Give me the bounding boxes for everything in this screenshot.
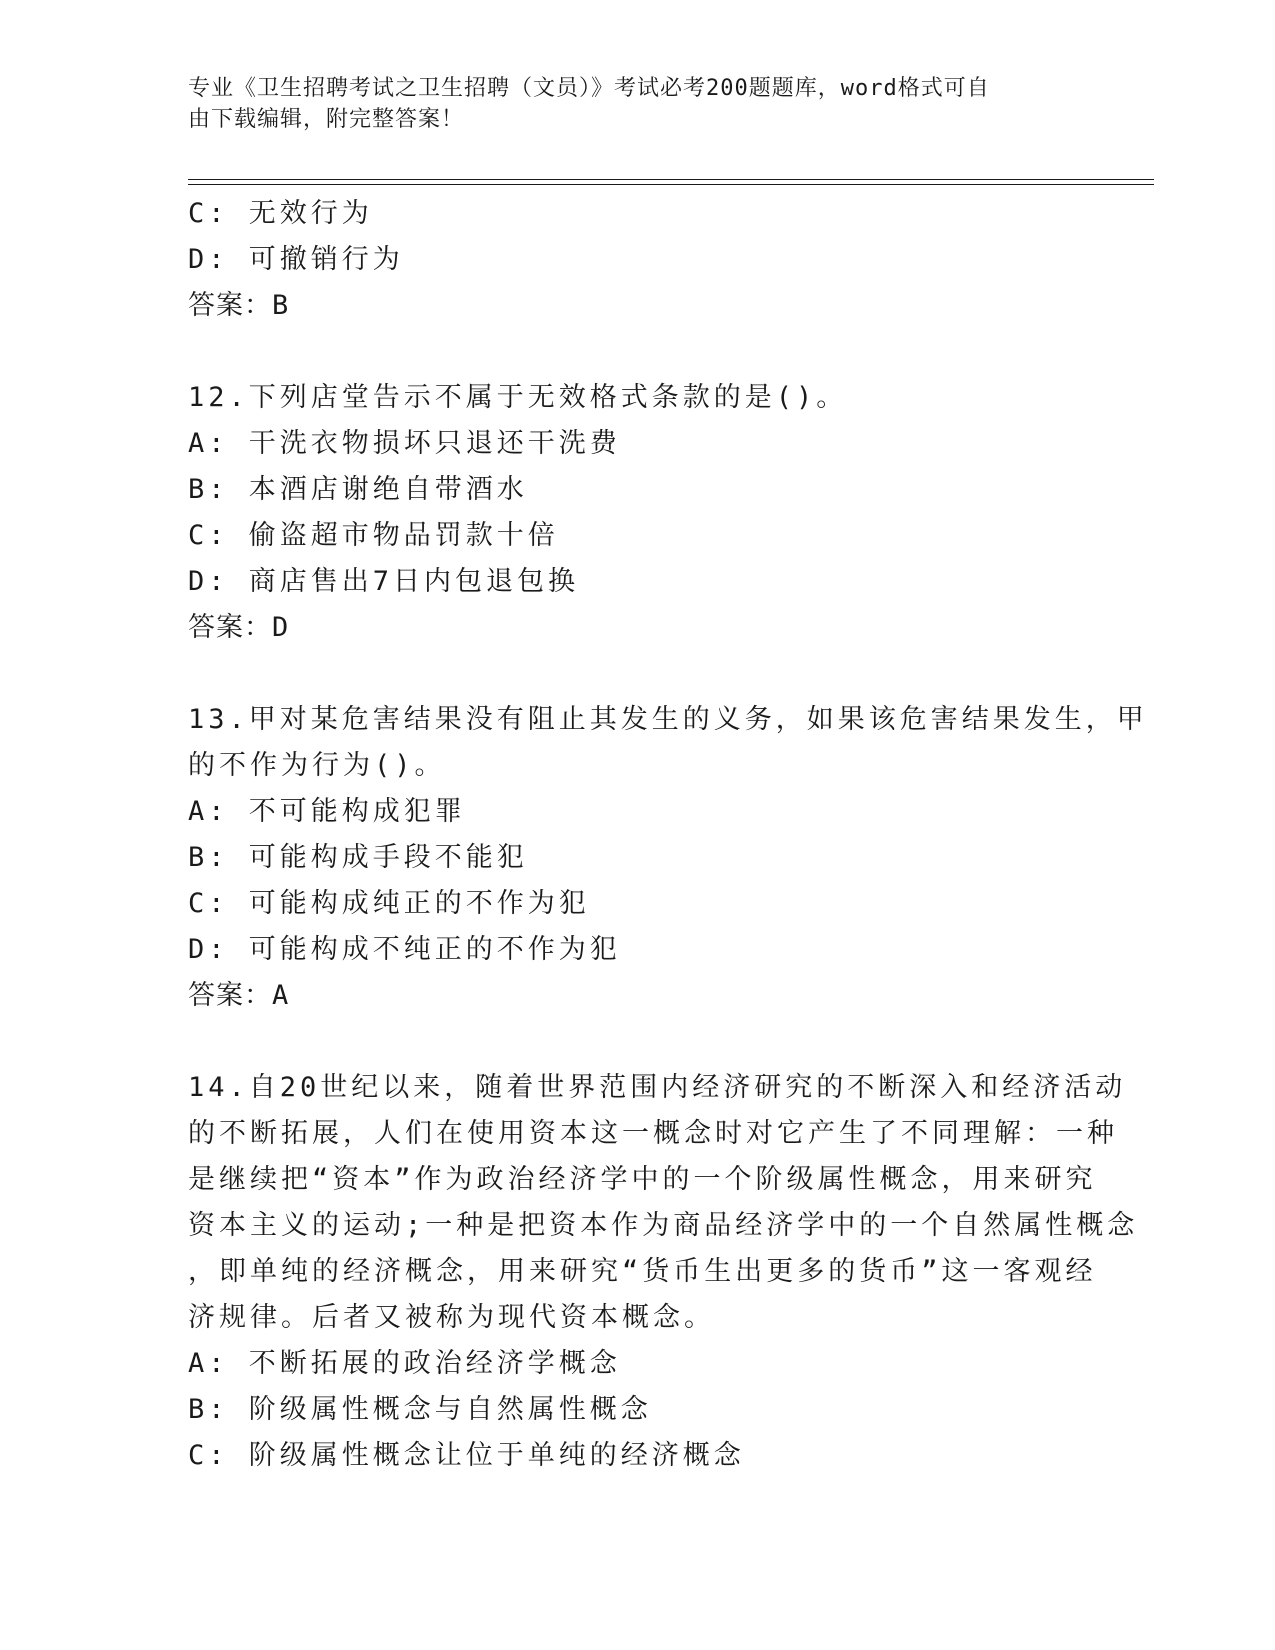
question-text-line-6: 济规律。后者又被称为现代资本概念。: [188, 1302, 715, 1333]
question-text-line-5: ，即单纯的经济概念，用来研究“货币生出更多的货币”这一客观经: [188, 1256, 1097, 1287]
prev-question: [188, 191, 1088, 329]
question-text-line-1: 13.甲对某危害结果没有阻止其发生的义务，如果该危害结果发生，甲: [188, 704, 1148, 735]
answer-line: 答案：A: [188, 980, 290, 1011]
option-b: B: 阶级属性概念与自然属性概念: [188, 1394, 652, 1425]
option-b: B: 可能构成手段不能犯: [188, 842, 528, 873]
option-a: A: 不断拓展的政治经济学概念: [188, 1348, 621, 1379]
answer-line: 答案：B: [188, 290, 290, 321]
header-title-line-2: 由下载编辑，附完整答案！: [188, 107, 465, 132]
question-text-line-4: 资本主义的运动;一种是把资本作为商品经济学中的一个自然属性概念: [188, 1210, 1139, 1241]
answer-line: 答案：D: [188, 612, 290, 643]
option-d: D: 可能构成不纯正的不作为犯: [188, 934, 621, 965]
option-b: B: 本酒店谢绝自带酒水: [188, 474, 528, 505]
spacer: [188, 1019, 1088, 1065]
question-12: [188, 375, 1088, 651]
spacer: [188, 329, 1088, 375]
option-d: D: 商店售出7日内包退包换: [188, 566, 580, 597]
option-c: C: 偷盗超市物品罚款十倍: [188, 520, 559, 551]
question-text-line-2: 的不作为行为()。: [188, 750, 446, 781]
option-a: A: 不可能构成犯罪: [188, 796, 466, 827]
question-text-line-2: 的不断拓展，人们在使用资本这一概念时对它产生了不同理解：一种: [188, 1118, 1118, 1149]
question-text-line-3: 是继续把“资本”作为政治经济学中的一个阶级属性概念，用来研究: [188, 1164, 1097, 1195]
option-c: C: 可能构成纯正的不作为犯: [188, 888, 590, 919]
option-a: A: 干洗衣物损坏只退还干洗费: [188, 428, 621, 459]
option-d: D: 可撤销行为: [188, 244, 404, 275]
question-text-line-1: 14.自20世纪以来，随着世界范围内经济研究的不断深入和经济活动: [188, 1072, 1127, 1103]
question-14: [188, 1065, 1139, 1479]
option-c: C: 无效行为: [188, 198, 373, 229]
document-body: [188, 191, 1148, 1479]
header-title-line-1: 专业《卫生招聘考试之卫生招聘（文员）》考试必考200题题库，word格式可自: [188, 76, 990, 101]
header-divider-bottom: [188, 184, 1154, 185]
question-text: 12.下列店堂告示不属于无效格式条款的是()。: [188, 382, 848, 413]
spacer: [188, 651, 1088, 697]
document-header: [188, 73, 1068, 135]
option-c: C: 阶级属性概念让位于单纯的经济概念: [188, 1440, 745, 1471]
question-13: [188, 697, 1148, 1019]
header-divider-top: [188, 179, 1154, 180]
